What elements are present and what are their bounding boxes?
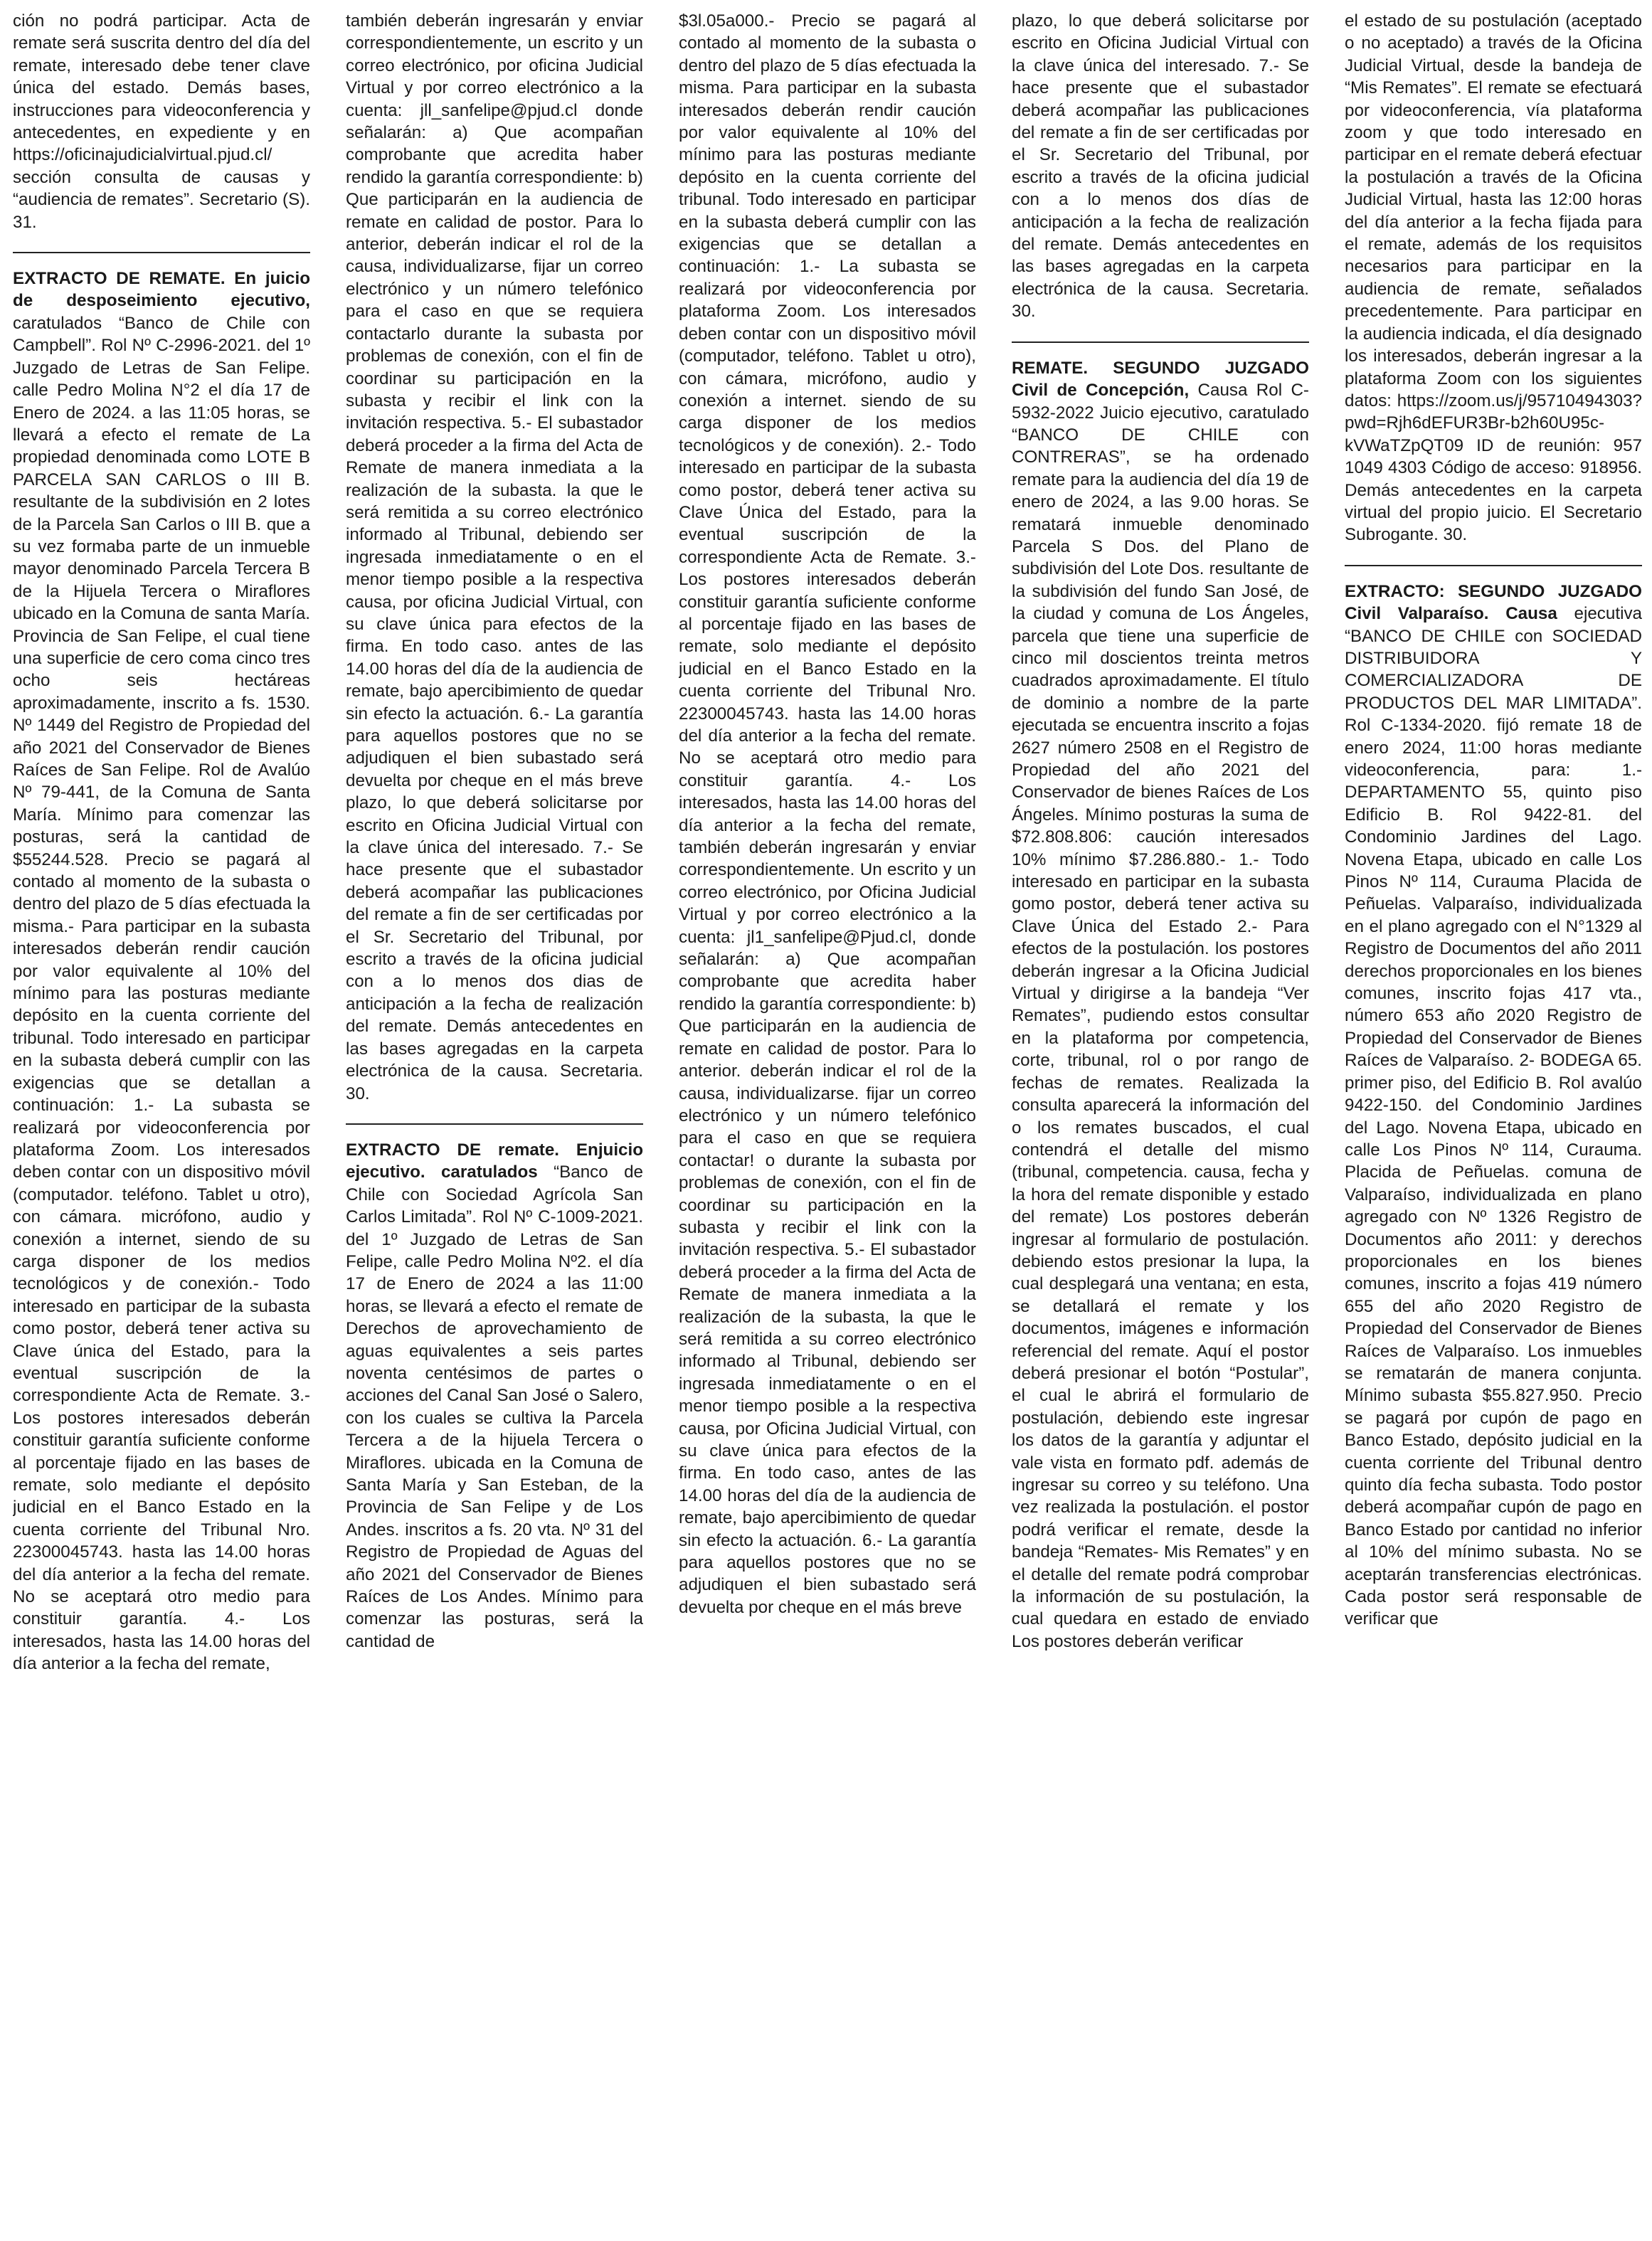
notice-divider bbox=[1012, 341, 1309, 343]
notice-body: plazo, lo que deberá solicitarse por escrito en Oficina Judicial Virtual con la clave única del interesado. 7.- Se hace presente que el subastador deberá acompañar las publicaciones del remate a fin de ser certificadas por el Sr. Secretario del Tribunal, por escrito a través de la oficina judicial con a lo menos dos días de anticipación a la fecha de realización del remate. Demás antecedentes en las bases agregadas en la carpeta electrónica de la causa. Secretaria. 30. bbox=[1012, 11, 1309, 322]
notice-body: también deberán ingresarán y enviar correspondientemente, un escrito y un correo electrónico, por oficina Judicial Virtual y por correo electrónico a la cuenta: jll_sanfelipe@pjud.cl donde señalarán: a) Que acompañan comprobante que acredita haber rendido la garantía correspondiente: b) Que participarán en la audiencia de remate en calidad de postor. Para lo anterior, deberán indicar el rol de la causa, individualizarse, fijar un correo electrónico y un número telefónico para el caso en que se requiera contactarlo durante la subasta por problemas de conexión, con el fin de coordinar su participación en la subasta y recibir el link con la invitación respectiva. 5.- El subastador deberá proceder a la firma del Acta de Remate de manera inmediata a la realización de la subasta. la que le será remitida a su correo electrónico informado al Tribunal, debiendo ser ingresada inmediatamente o en el menor tiempo posible a la respectiva causa, por oficina Judicial Virtual, con su clave única para efectos de la firma. En todo caso. antes de las 14.00 horas del día de la audiencia de remate, bajo apercibimiento de quedar sin efecto la actuación. 6.- La garantía para aquellos postores que no se adjudiquen el bien subastado será devuelta por cheque en el más breve plazo, lo que deberá solicitarse por escrito en Oficina Judicial Virtual con la clave única del interesado. 7.- Se hace presente que el subastador deberá acompañar las publicaciones del remate a fin de ser certificadas por el Sr. Secretario del Tribunal, por escrito a través de la oficina judicial con a lo menos dos dias de anticipación a la fecha de realización del remate. Demás antecedentes en las bases agregadas en la carpeta electrónica de la causa. Secretaria. 30. bbox=[346, 11, 643, 1103]
notice-text bbox=[1012, 357, 1309, 1653]
notice-extracto-valparaiso bbox=[1345, 581, 1642, 1631]
notice-divider bbox=[13, 252, 310, 253]
notice-continuation bbox=[679, 10, 976, 1618]
column-5 bbox=[1345, 10, 1642, 2231]
column-4 bbox=[1012, 10, 1309, 2231]
notice-body: el estado de su postulación (aceptado o no aceptado) a través de la Oficina Judicial Virtual, desde la bandeja de “Mis Remates”. El remate se efectuará por videoconferencia, vía plataforma zoom y que todo interesado en participar en el remate deberá efectuar la postulación a través de la Oficina Judicial Virtual, hasta las 12:00 horas del día anterior a la fecha fijada para el remate, además de los requisitos necesarios para participar en la audiencia de remate, señalados precedentemente. Para participar en la audiencia indicada, el día designado los interesados, deberán ingresar a la plataforma Zoom con los siguientes datos: https://zoom.us/j/95710494303?pwd=Rjh6dEFUR3Br-b2h60U95c-kVWaTZpQT09 ID de reunión: 957 1049 4303 Código de acceso: 918956. Demás antecedentes en la carpeta virtual del propio juicio. El Secretario Subrogante. 30. bbox=[1345, 11, 1642, 545]
notice-heading: REMATE. SEGUNDO JUZGADO Civil de Concepción, bbox=[1012, 358, 1309, 401]
notice-extracto-remate-campbell bbox=[13, 267, 310, 1675]
notice-divider bbox=[346, 1123, 643, 1125]
column-2 bbox=[346, 10, 643, 2231]
notice-body: caratulados “Banco de Chile con Campbell”. Rol Nº C-2996-2021. del 1º Juzgado de Letras de San Felipe. calle Pedro Molina N°2 el día 17 de Enero de 2024. a las 11:05 horas, se llevará a efecto el remate de La propiedad denominada como LOTE B PARCELA SAN CARLOS o III B. resultante de la subdivisión en 2 lotes de la Parcela San Carlos o III B. que a su vez formaba parte de un inmueble mayor denominado Parcela Tercera B de la Hijuela Tercera o Miraflores ubicado en la Comuna de santa María. Provincia de San Felipe, el cual tiene una superficie de cero coma cinco tres ocho seis hectáreas aproximadamente, inscrito a fs. 1530. Nº 1449 del Registro de Propiedad del año 2021 del Conservador de Bienes Raíces de San Felipe. Rol de Avalúo Nº 79-441, de la Comuna de Santa María. Mínimo para comenzar las posturas, será la cantidad de $55244.528. Precio se pagará al contado al momento de la subasta o dentro del plazo de 5 días efectuada la misma.- Para participar en la subasta interesados deberán rendir caución por valor equivalente al 10% del mínimo para las posturas mediante depósito en la cuenta corriente del tribunal. Todo interesado en participar en la subasta deberá cumplir con las exigencias que se detallan a continuación: 1.- La subasta se realizará por videoconferencia por plataforma Zoom. Los interesados deben contar con un dispositivo móvil (computador. teléfono. Tablet u otro), con cámara. micrófono, audio y conexión a internet, siendo de su carga disponer de los medios tecnológicos y de conexión.- Todo interesado en participar de la subasta como postor, deberá tener activa su Clave única del Estado, para la eventual suscripción de la correspondiente Acta de Remate. 3.- Los postores interesados deberán constituir garantía suficiente conforme al porcentaje fijado en las bases de remate, solo mediante el depósito judicial en el Banco Estado en la cuenta corriente del Tribunal Nro. 22300045743. hasta las 14.00 horas del día anterior a la fecha del remate. No se aceptará otro medio para constituir garantía. 4.- Los interesados, hasta las 14.00 horas del día anterior a la fecha del remate, bbox=[13, 313, 310, 1674]
column-3 bbox=[679, 10, 976, 2231]
notice-continuation bbox=[1345, 10, 1642, 546]
notice-heading: EXTRACTO DE REMATE. En juicio de desposeimiento ejecutivo, bbox=[13, 269, 310, 311]
notice-body: $3l.05a000.- Precio se pagará al contado al momento de la subasta o dentro del plazo de 5 días efectuada la misma. Para participar en la subasta interesados deberán rendir caución por valor equivalente al 10% del mínimo para las posturas mediante depósito en la cuenta corriente del tribunal. Todo interesado en participar en la subasta deberá cumplir con las exigencias que se detallan a continuación: 1.- La subasta se realizará por videoconferencia por plataforma Zoom. Los interesados deben contar con un dispositivo móvil (computador, teléfono. Tablet u otro), con cámara, micrófono, audio y conexión a internet. siendo de su carga disponer de los medios tecnológicos y de conexión). 2.- Todo interesado en participar de la subasta como postor, deberá tener activa su Clave Única del Estado, para la eventual suscripción de la correspondiente Acta de Remate. 3.- Los postores interesados deberán constituir garantía suficiente conforme al porcentaje fijado en las bases de remate, solo mediante el depósito judicial en el Banco Estado en la cuenta corriente del Tribunal Nro. 22300045743. hasta las 14.00 horas del día anterior a la fecha del remate. No se aceptará otro medio para constituir garantía. 4.- Los interesados, hasta las 14.00 horas del día anterior a la fecha del remate, también deberán ingresarán y enviar correspondientemente. Un escrito y un correo electrónico, por Oficina Judicial Virtual y por correo electrónico a la cuenta: jl1_sanfelipe@Pjud.cl, donde señalarán: a) Que acompañan comprobante que acredita haber rendido la garantía correspondiente: b) Que participarán en la audiencia de remate en calidad de postor. Para lo anterior. deberán indicar el rol de la causa, individualizarse. fijar un correo electrónico y un número telefónico para el caso en que se requiera contactar! o durante la subasta por problemas de conexión, con el fin de coordinar su participación en la subasta y recibir el link con la invitación respectiva. 5.- El subastador deberá proceder a la firma del Acta de Remate de manera inmediata a la realización de la subasta, la que le será remitida a su correo electrónico informado al Tribunal, debiendo ser ingresada inmediatamente o en el menor tiempo posible a la respectiva causa, por Oficina Judicial Virtual, con su clave única para efectos de la firma. En todo caso, antes de las 14.00 horas del día de la audiencia de remate, bajo apercibimiento de quedar sin efecto la actuación. 6.- La garantía para aquellos postores que no se adjudiquen el bien subastado será devuelta por cheque en el más breve bbox=[679, 11, 976, 1617]
notice-text bbox=[13, 267, 310, 1675]
notice-text bbox=[1345, 581, 1642, 1631]
notice-body: Causa Rol C-5932-2022 Juicio ejecutivo, caratulado “BANCO DE CHILE con CONTRERAS”, se ha ordenado remate para la audiencia del día 19 de enero de 2024, a las 9.00 horas. Se rematará inmueble denominado Parcela S Dos. del Plano de subdivisión del Lote Dos. resultante de la subdivisión del fundo San José, de la ciudad y comuna de Los Ángeles, parcela que tiene una superficie de cinco mil doscientos treinta metros cuadrados aproximadamente. El título de dominio a nombre de la parte ejecutada se encuentra inscrito a fojas 2627 número 2508 en el Registro de Propiedad del año 2021 del Conservador de bienes Raíces de Los Ángeles. Mínimo posturas la suma de $72.808.806: caución interesados 10% mínimo $7.286.880.- 1.- Todo interesado en participar en la subasta gomo postor, deberá tener activa su Clave Única del Estado 2.- Para efectos de la postulación. los postores deberán ingresar a la Oficina Judicial Virtual y dirigirse a la bandeja “Ver Remates”, pudiendo estos consultar en la plataforma por competencia, corte, tribunal, rol o por rango de fechas de remates. Realizada la consulta aparecerá la información del o los remates buscados, el cual contendrá el detalle del mismo (tribunal, competencia. causa, fecha y la hora del remate disponible y estado del remate) Los postores deberán ingresar al formulario de postulación. debiendo estos presionar la lupa, la cual desplegará una ventana; en esta, se detallará el remate y los documentos, imágenes e información referencial del remate. Aquí el postor deberá presionar el botón “Postular”, el cual le abrirá el formulario de postulación, debiendo este ingresar los datos de la garantía y adjuntar el vale vista en formato pdf. además de ingresar su correo y su teléfono. Una vez realizada la postulación. el postor podrá verificar el remate, desde la bandeja “Remates- Mis Remates” y en el detalle del remate podrá comprobar la información de su postulación, la cual quedara en estado de enviado Los postores deberán verificar bbox=[1012, 381, 1309, 1651]
notice-continuation bbox=[13, 10, 310, 233]
notice-extracto-remate-agricola bbox=[346, 1139, 643, 1653]
notice-continuation bbox=[1012, 10, 1309, 323]
notice-continuation bbox=[346, 10, 643, 1105]
notice-text bbox=[346, 1139, 643, 1653]
notice-heading: EXTRACTO: SEGUNDO JUZGADO Civil Valparaíso. Causa bbox=[1345, 581, 1642, 624]
notice-divider bbox=[1345, 565, 1642, 566]
notice-body: ejecutiva “BANCO DE CHILE con SOCIEDAD DISTRIBUIDORA Y COMERCIALIZADORA DE PRODUCTOS DEL MAR LIMITADA”. Rol C-1334-2020. fijó remate 18 de enero 2024, 11:00 horas mediante videoconferencia, para: 1.- DEPARTAMENTO 55, quinto piso Edificio B. Rol 9422-81. del Condominio Jardines del Lago. Novena Etapa, ubicado en calle Los Pinos Nº 114, Curauma Placida de Peñuelas. Valparaíso, individualizada en el plano agregado con el N°1329 al Registro de Documentos del año 2011 derechos proporcionales en los bienes comunes, inscrito fojas 417 vta., número 653 año 2020 Registro de Propiedad del Conservador de Bienes Raíces de Valparaíso. 2- BODEGA 65. primer piso, del Edificio B. Rol avalúo 9422-150. del Condominio Jardines del Lago. Novena Etapa, ubicado en calle Los Pinos Nº 114, Curauma. Placida de Peñuelas. comuna de Valparaíso, individualizada en plano agregado con Nº 1326 Registro de Documentos año 2011: y derechos proporcionales en los bienes comunes, inscrito a fojas 419 número 655 del año 2020 Registro de Propiedad del Conservador de Bienes Raíces de Valparaíso. Los inmuebles se rematarán de manera conjunta. Mínimo subasta $55.827.950. Precio se pagará por cupón de pago en Banco Estado, depósito judicial en la cuenta corriente del Tribunal dentro quinto día fecha subasta. Todo postor deberá acompañar cupón de pago en Banco Estado por cantidad no inferior al 10% del mínimo subasta. No se aceptarán transferencias electrónicas. Cada postor será responsable de verificar que bbox=[1345, 604, 1642, 1629]
notice-body: ción no podrá participar. Acta de remate será suscrita dentro del día del remate, interesado debe tener clave única del estado. Demás bases, instrucciones para videoconferencia y antecedentes, en expediente y en https://oficinajudicialvirtual.pjud.cl/ sección consulta de causas y “audiencia de remates”. Secretario (S). 31. bbox=[13, 11, 310, 232]
notice-heading: EXTRACTO DE remate. Enjuicio ejecutivo. caratulados bbox=[346, 1140, 643, 1182]
notice-remate-concepcion bbox=[1012, 357, 1309, 1653]
notice-body: “Banco de Chile con Sociedad Agrícola San Carlos Limitada”. Rol Nº C-1009-2021. del 1º Juzgado de Letras de San Felipe, calle Pedro Molina Nº2. el día 17 de Enero de 2024 a las 11:00 horas, se llevará a efecto el remate de Derechos de aprovechamiento de aguas equivalentes a seis partes noventa centésimos de partes o acciones del Canal San José o Salero, con los cuales se cultiva la Parcela Tercera a de la hijuela Tercera o Miraflores. ubicada en la Comuna de Santa María y San Esteban, de la Provincia de San Felipe y de Los Andes. inscritos a fs. 20 vta. Nº 31 del Registro de Propiedad de Aguas del año 2021 del Conservador de Bienes Raíces de Los Andes. Mínimo para comenzar las posturas, será la cantidad de bbox=[346, 1162, 643, 1651]
column-1 bbox=[13, 10, 310, 2231]
newspaper-page bbox=[13, 10, 1642, 2231]
